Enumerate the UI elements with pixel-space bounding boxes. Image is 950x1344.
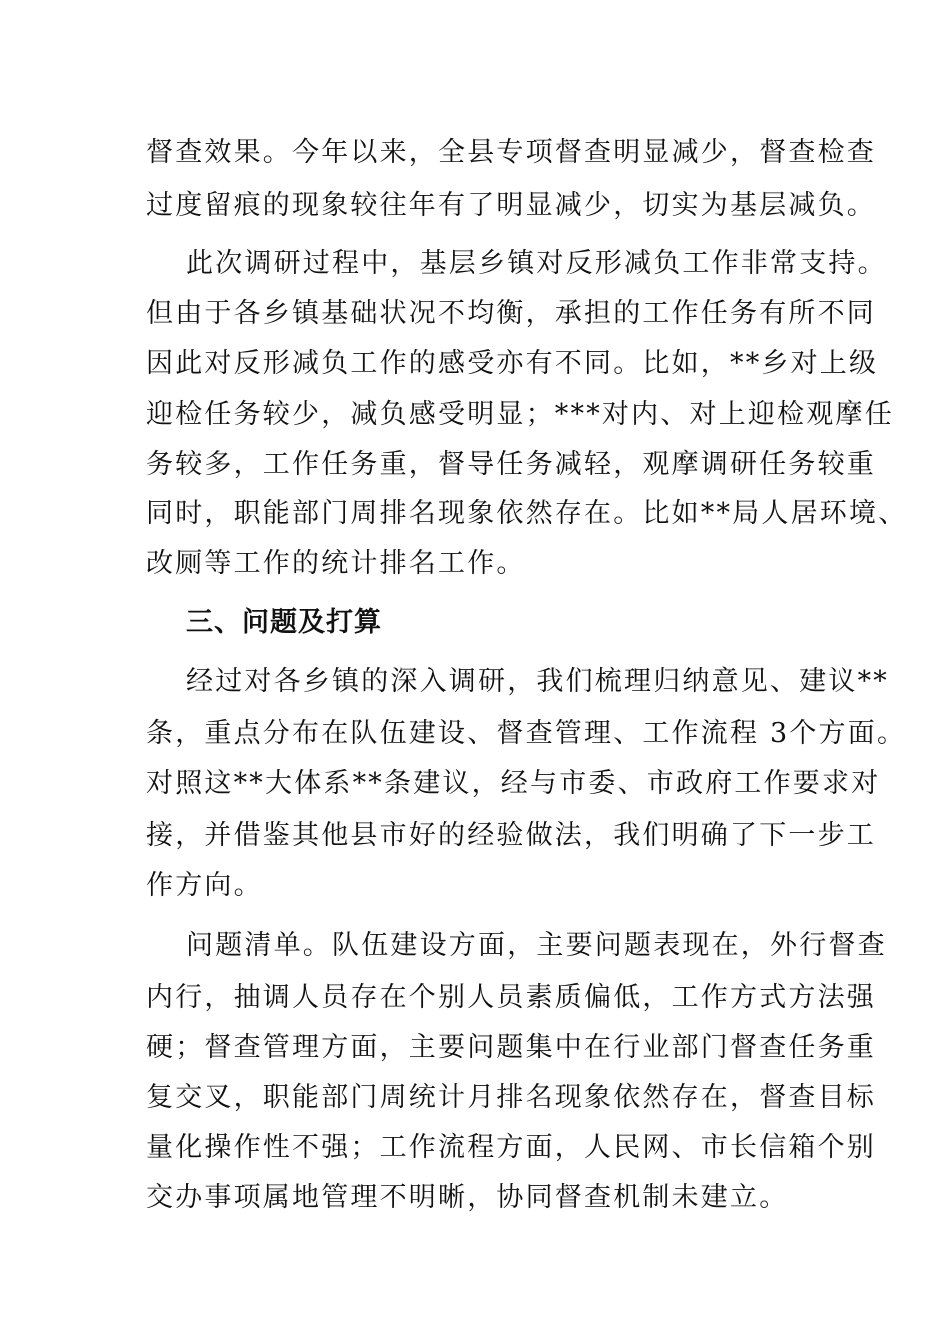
paragraph-line: 交办事项属地管理不明晰，协同督查机制未建立。 [146, 1182, 789, 1213]
paragraph-line: 但由于各乡镇基础状况不均衡，承担的工作任务有所不同 [146, 298, 876, 329]
paragraph-line: 督查效果。今年以来，全县专项督查明显减少，督查检查 [146, 137, 876, 168]
paragraph-line: 经过对各乡镇的深入调研，我们梳理归纳意见、建议** [186, 666, 889, 697]
paragraph-line: 问题清单。队伍建设方面，主要问题表现在，外行督查 [186, 930, 887, 961]
paragraph-line: 条，重点分布在队伍建设、督查管理、工作流程 3个方面。 [146, 718, 907, 749]
paragraph-line: 迎检任务较少，减负感受明显；***对内、对上迎检观摩任 [146, 399, 894, 430]
paragraph-line: 务较多，工作任务重，督导任务减轻，观摩调研任务较重 [146, 449, 876, 480]
paragraph-line: 对照这**大体系**条建议，经与市委、市政府工作要求对 [146, 768, 881, 799]
paragraph-line: 改厕等工作的统计排名工作。 [146, 548, 526, 579]
paragraph-line: 量化操作性不强；工作流程方面，人民网、市长信箱个别 [146, 1132, 876, 1163]
paragraph-line: 硬；督查管理方面，主要问题集中在行业部门督查任务重 [146, 1032, 876, 1063]
paragraph-line: 同时，职能部门周排名现象依然存在。比如**局人居环境、 [146, 498, 908, 529]
paragraph-line: 作方向。 [146, 870, 263, 901]
paragraph-line: 过度留痕的现象较往年有了明显减少，切实为基层减负。 [146, 190, 876, 221]
paragraph-line: 因此对反形减负工作的感受亦有不同。比如，**乡对上级 [146, 348, 879, 379]
section-heading: 三、问题及打算 [186, 607, 382, 638]
paragraph-line: 此次调研过程中，基层乡镇对反形减负工作非常支持。 [186, 248, 887, 279]
paragraph-line: 内行，抽调人员存在个别人员素质偏低，工作方式方法强 [146, 982, 876, 1013]
paragraph-line: 接，并借鉴其他县市好的经验做法，我们明确了下一步工 [146, 820, 876, 851]
paragraph-line: 复交叉，职能部门周统计月排名现象依然存在，督查目标 [146, 1082, 876, 1113]
